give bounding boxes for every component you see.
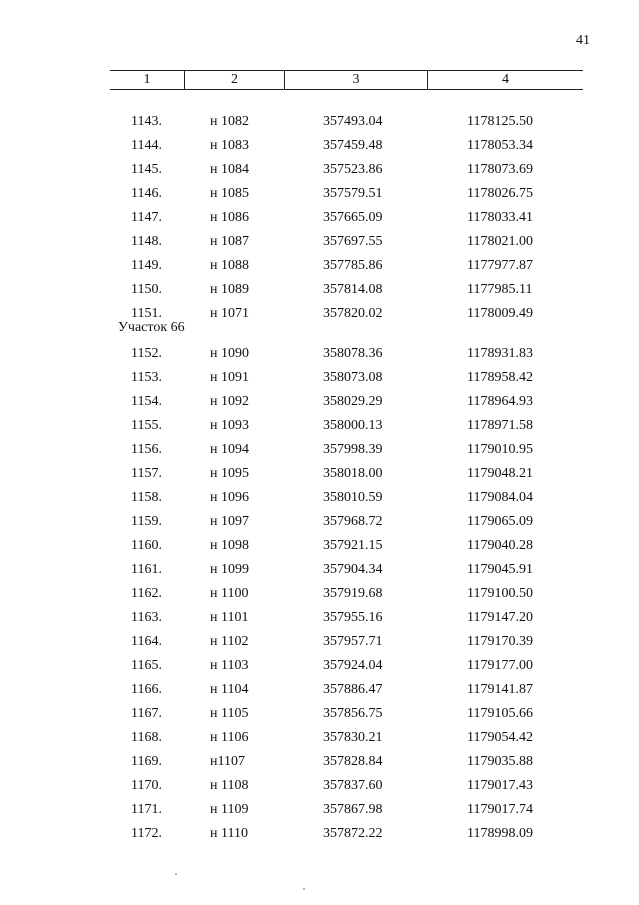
coordinate-y: 1179010.95: [467, 442, 533, 457]
row-number: 1156.: [131, 442, 162, 457]
point-id: н 1087: [210, 234, 249, 249]
coordinate-x: 357459.48: [323, 138, 383, 153]
point-id: н 1093: [210, 418, 249, 433]
point-id: н 1095: [210, 466, 249, 481]
coordinate-y: 1178998.09: [467, 826, 533, 841]
coordinate-y: 1179177.00: [467, 658, 533, 673]
table-row: [0, 230, 639, 254]
coordinate-y: 1178958.42: [467, 370, 533, 385]
coordinate-y: 1178033.41: [467, 210, 533, 225]
coordinate-y: 1179017.43: [467, 778, 533, 793]
table-row: [0, 110, 639, 134]
row-number: 1165.: [131, 658, 162, 673]
coordinate-y: 1179017.74: [467, 802, 533, 817]
point-id: н 1096: [210, 490, 249, 505]
row-number: 1159.: [131, 514, 162, 529]
table-row: [0, 606, 639, 630]
column-header-3: 3: [285, 71, 428, 89]
row-number: 1148.: [131, 234, 162, 249]
point-id: н 1100: [210, 586, 249, 601]
point-id: н 1086: [210, 210, 249, 225]
row-number: 1151.: [131, 306, 162, 321]
scan-speck: [175, 873, 177, 875]
coordinate-y: 1179100.50: [467, 586, 533, 601]
coordinate-y: 1179147.20: [467, 610, 533, 625]
coordinate-table: [0, 110, 639, 846]
coordinate-x: 357697.55: [323, 234, 383, 249]
column-header-2: 2: [185, 71, 285, 89]
table-row: [0, 486, 639, 510]
coordinate-x: 357955.16: [323, 610, 383, 625]
coordinate-x: 358000.13: [323, 418, 383, 433]
table-row: [0, 254, 639, 278]
coordinate-x: 357837.60: [323, 778, 383, 793]
table-row: [0, 278, 639, 302]
row-number: 1144.: [131, 138, 162, 153]
row-number: 1157.: [131, 466, 162, 481]
coordinate-y: 1178021.00: [467, 234, 533, 249]
point-id: н 1083: [210, 138, 249, 153]
row-number: 1145.: [131, 162, 162, 177]
row-number: 1155.: [131, 418, 162, 433]
row-number: 1158.: [131, 490, 162, 505]
row-number: 1153.: [131, 370, 162, 385]
point-id: н 1098: [210, 538, 249, 553]
column-header-4: 4: [502, 72, 509, 87]
coordinate-y: 1178009.49: [467, 306, 533, 321]
point-id: н 1094: [210, 442, 249, 457]
point-id: н 1092: [210, 394, 249, 409]
table-row: [0, 206, 639, 230]
table-row: [0, 366, 639, 390]
table-row: [0, 750, 639, 774]
row-number: 1168.: [131, 730, 162, 745]
row-number: 1162.: [131, 586, 162, 601]
point-id: н 1097: [210, 514, 249, 529]
table-row: [0, 438, 639, 462]
coordinate-y: 1177977.87: [467, 258, 533, 273]
coordinate-y: 1177985.11: [467, 282, 533, 297]
table-row: [0, 414, 639, 438]
point-id: н 1071: [210, 306, 249, 321]
table-row: [0, 582, 639, 606]
point-id: н 1089: [210, 282, 249, 297]
point-id: н 1084: [210, 162, 249, 177]
table-row: [0, 654, 639, 678]
coordinate-x: 358029.29: [323, 394, 383, 409]
row-number: 1150.: [131, 282, 162, 297]
coordinate-x: 357998.39: [323, 442, 383, 457]
table-row: [0, 702, 639, 726]
table-row: [0, 510, 639, 534]
coordinate-x: 358018.00: [323, 466, 383, 481]
point-id: н 1088: [210, 258, 249, 273]
coordinate-x: 357856.75: [323, 706, 383, 721]
row-number: 1149.: [131, 258, 162, 273]
row-number: 1164.: [131, 634, 162, 649]
coordinate-x: 357493.04: [323, 114, 383, 129]
table-row: [0, 774, 639, 798]
row-number: 1161.: [131, 562, 162, 577]
coordinate-x: 357665.09: [323, 210, 383, 225]
coordinate-y: 1178026.75: [467, 186, 533, 201]
row-number: 1172.: [131, 826, 162, 841]
table-row: [0, 822, 639, 846]
row-number: 1147.: [131, 210, 162, 225]
coordinate-y: 1179084.04: [467, 490, 533, 505]
coordinate-y: 1179141.87: [467, 682, 533, 697]
row-number: 1160.: [131, 538, 162, 553]
coordinate-y: 1178125.50: [467, 114, 533, 129]
row-number: 1170.: [131, 778, 162, 793]
coordinate-x: 358073.08: [323, 370, 383, 385]
coordinate-x: 357968.72: [323, 514, 383, 529]
table-row: [0, 342, 639, 366]
coordinate-x: 357867.98: [323, 802, 383, 817]
point-id: н 1110: [210, 826, 248, 841]
point-id: н 1091: [210, 370, 249, 385]
point-id: н 1082: [210, 114, 249, 129]
coordinate-y: 1178053.34: [467, 138, 533, 153]
coordinate-y: 1179054.42: [467, 730, 533, 745]
column-header-row: [110, 70, 583, 90]
point-id: н 1090: [210, 346, 249, 361]
row-number: 1166.: [131, 682, 162, 697]
row-number: 1171.: [131, 802, 162, 817]
coordinate-y: 1179105.66: [467, 706, 533, 721]
coordinate-x: 357924.04: [323, 658, 383, 673]
table-row: [0, 462, 639, 486]
section-heading: Участок 66: [118, 320, 185, 335]
table-row: [0, 534, 639, 558]
coordinate-y: 1179040.28: [467, 538, 533, 553]
point-id: н 1102: [210, 634, 249, 649]
table-row: [0, 182, 639, 206]
coordinate-x: 357814.08: [323, 282, 383, 297]
table-row: [0, 726, 639, 750]
table-row: [0, 134, 639, 158]
point-id: н 1104: [210, 682, 249, 697]
table-row: [0, 390, 639, 414]
coordinate-x: 357886.47: [323, 682, 383, 697]
coordinate-x: 357579.51: [323, 186, 383, 201]
point-id: н 1106: [210, 730, 249, 745]
table-row: [0, 158, 639, 182]
coordinate-y: 1178931.83: [467, 346, 533, 361]
column-header-1: 1: [110, 71, 185, 89]
point-id: н 1105: [210, 706, 249, 721]
coordinate-y: 1179035.88: [467, 754, 533, 769]
table-row: [0, 798, 639, 822]
coordinate-y: 1179170.39: [467, 634, 533, 649]
row-number: 1154.: [131, 394, 162, 409]
coordinate-y: 1178073.69: [467, 162, 533, 177]
point-id: н 1099: [210, 562, 249, 577]
coordinate-y: 1178964.93: [467, 394, 533, 409]
coordinate-x: 357820.02: [323, 306, 383, 321]
row-number: 1143.: [131, 114, 162, 129]
coordinate-x: 357523.86: [323, 162, 383, 177]
scan-speck: [303, 888, 305, 890]
point-id: н 1085: [210, 186, 249, 201]
point-id: н 1108: [210, 778, 249, 793]
coordinate-x: 357921.15: [323, 538, 383, 553]
coordinate-x: 358010.59: [323, 490, 383, 505]
row-number: 1169.: [131, 754, 162, 769]
coordinate-x: 357904.34: [323, 562, 383, 577]
coordinate-x: 357919.68: [323, 586, 383, 601]
coordinate-x: 357785.86: [323, 258, 383, 273]
coordinate-x: 357828.84: [323, 754, 383, 769]
row-number: 1146.: [131, 186, 162, 201]
row-number: 1167.: [131, 706, 162, 721]
coordinate-y: 1179045.91: [467, 562, 533, 577]
table-row: [0, 678, 639, 702]
coordinate-y: 1179048.21: [467, 466, 533, 481]
section-heading-row: [0, 319, 639, 336]
point-id: н 1101: [210, 610, 249, 625]
point-id: н 1109: [210, 802, 249, 817]
point-id: н 1103: [210, 658, 249, 673]
coordinate-x: 357872.22: [323, 826, 383, 841]
point-id: н1107: [210, 754, 245, 769]
table-row: [0, 558, 639, 582]
page-number: 41: [576, 33, 590, 48]
coordinate-x: 358078.36: [323, 346, 383, 361]
coordinate-x: 357830.21: [323, 730, 383, 745]
coordinate-x: 357957.71: [323, 634, 383, 649]
coordinate-y: 1178971.58: [467, 418, 533, 433]
table-row: [0, 630, 639, 654]
coordinate-y: 1179065.09: [467, 514, 533, 529]
row-number: 1163.: [131, 610, 162, 625]
row-number: 1152.: [131, 346, 162, 361]
